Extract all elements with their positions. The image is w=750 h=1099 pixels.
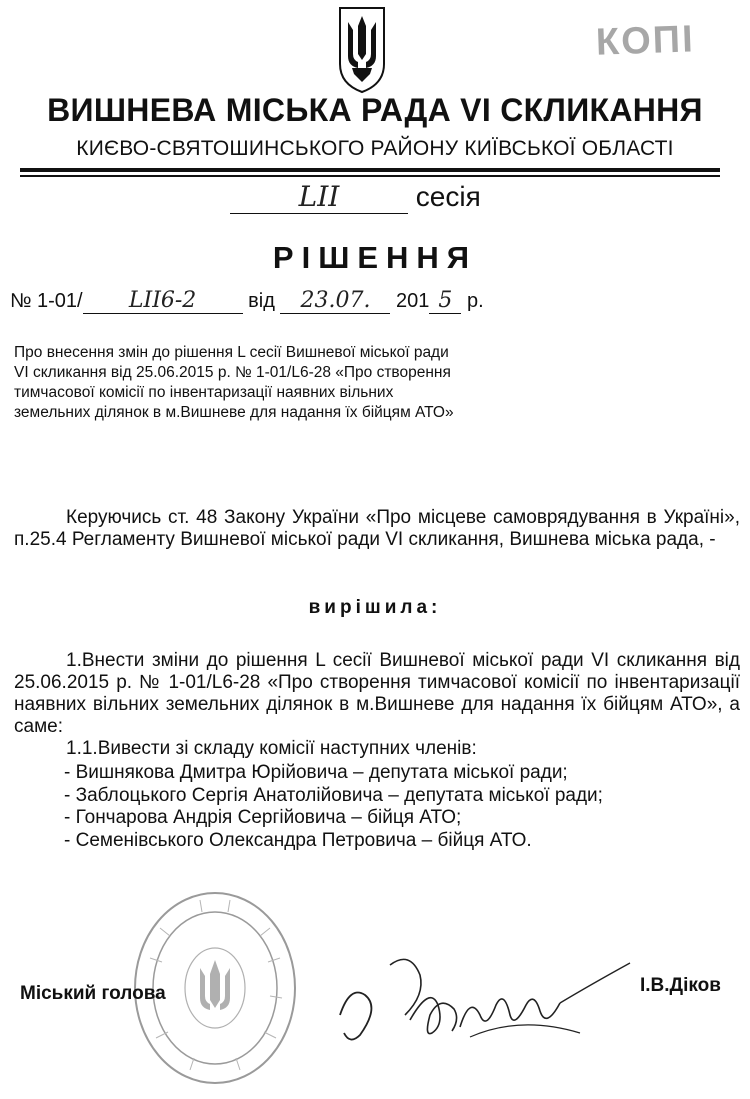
decision-number-line xyxy=(10,288,484,314)
resolved-heading: вирішила: xyxy=(308,597,442,618)
year-prefix: 201 xyxy=(396,290,430,312)
decision-title: РІШЕННЯ xyxy=(272,240,478,275)
mayor-position: Міський голова xyxy=(20,983,166,1004)
decision-number-value: LII6-2 xyxy=(83,288,243,314)
year-digit: 5 xyxy=(429,288,461,314)
decision-subject: Про внесення змін до рішення L сесії Вишневої міської ради VI скликання від 25.06.2015 р. № 1-01/L6-28 «Про створення тимчасової комісії по інвентаризації наявних вільних земельних ділянок в м.Вишневе для надання їх бійцям АТО» xyxy=(14,344,454,421)
decision-date: 23.07. xyxy=(280,288,390,314)
session-line xyxy=(230,180,481,214)
year-suffix: р. xyxy=(466,290,484,312)
council-title: ВИШНЕВА МІСЬКА РАДА VI СКЛИКАННЯ xyxy=(47,92,703,128)
mayor-name: І.В.Діков xyxy=(640,975,721,996)
council-subtitle: КИЄВО-СВЯТОШИНСЬКОГО РАЙОНУ КИЇВСЬКОЇ ОБЛАСТІ xyxy=(76,137,674,160)
member-item: - Заблоцького Сергія Анатолійовича – депутата міської ради; xyxy=(64,785,603,806)
session-number: LII xyxy=(230,180,408,214)
member-item: - Вишнякова Дмитра Юрійовича – депутата міської ради; xyxy=(64,762,568,783)
decision-number-prefix: № 1-01/ xyxy=(10,290,83,312)
handwritten-signature-icon xyxy=(320,945,650,1045)
intro-paragraph: Керуючись ст. 48 Закону України «Про місцеве самоврядування в Україні», п.25.4 Регламенту Вишневої міської ради VI скликання, Вишнева міська рада, - xyxy=(14,507,740,550)
copy-stamp: КОПІ xyxy=(595,18,696,64)
member-item: - Семенівського Олександра Петровича – бійця АТО. xyxy=(64,830,532,851)
item-1-paragraph: 1.Внести зміни до рішення L сесії Вишневої міської ради VI скликання від 25.06.2015 р. № 1-01/L6-28 «Про створення тимчасової комісії по інвентаризації наявних вільних земельних ділянок в м.Вишневе для надання їх бійцям АТО», а саме: xyxy=(14,650,740,737)
coat-of-arms-icon xyxy=(336,4,388,94)
date-label: від xyxy=(248,290,275,312)
item-1-1-paragraph: 1.1.Вивести зі складу комісії наступних членів: xyxy=(66,738,477,759)
header-divider-thin xyxy=(20,175,720,177)
session-label: сесія xyxy=(415,181,481,212)
member-item: - Гончарова Андрія Сергійовича – бійця АТО; xyxy=(64,807,462,828)
header-divider-thick xyxy=(20,168,720,172)
